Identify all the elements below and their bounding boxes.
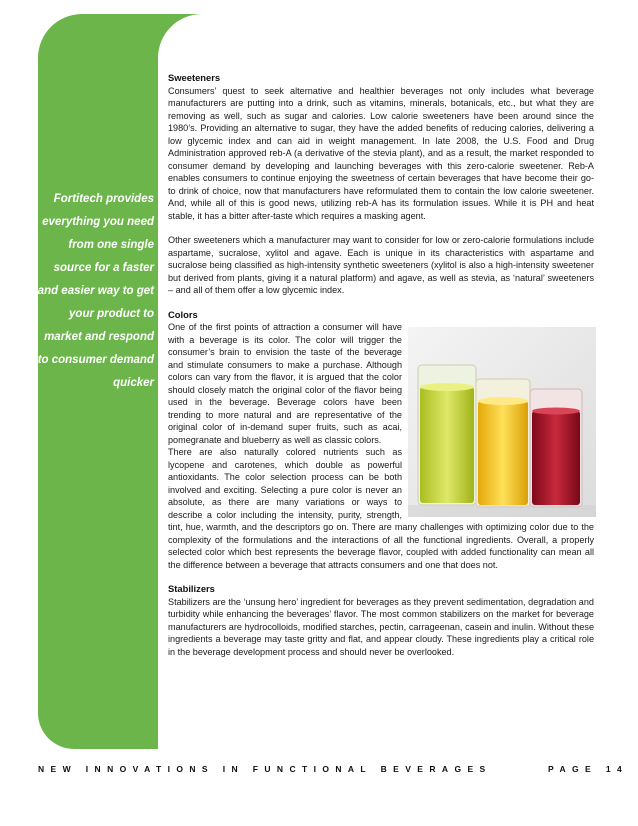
colors-paragraph-1: One of the first points of attraction a consumer will have with a beverage is its color. The color will trigger the consumer’s brain to envision the taste of the beverage and stimulate consumers to make a purchase. Although colors can vary from the flavor, it is argued that the color should closely match the original color of the flavor being used in the beverage. Beverage colors have been trending to more natural and are representative of the original color of in-demand super fruits, such as acai, pomegranate and blueberry as well as classic colors. bbox=[168, 322, 402, 445]
article-body bbox=[168, 72, 594, 658]
stabilizers-paragraph: Stabilizers are the ‘unsung hero’ ingredient for beverages as they prevent sedimentation, degradation and turbidity while enhancing the beverages’ flavor. The most common stabilizers on the market for beverage manufacturers are hydrocolloids, modified starches, pectin, carrageenan, casein and inulin. Without these ingredients a beverage may taste gritty and flat, and appear cloudy. These ingredients play a critical role in the beverage development process and should never be overlooked. bbox=[168, 596, 594, 657]
footer-page-number: PAGE 14 bbox=[548, 764, 629, 774]
beverage-glasses-image bbox=[408, 327, 596, 517]
glasses-illustration bbox=[408, 327, 596, 517]
footer-publication-title: NEW INNOVATIONS IN FUNCTIONAL BEVERAGES bbox=[38, 764, 492, 774]
stabilizers-heading: Stabilizers bbox=[168, 583, 215, 594]
colors-paragraph-2: There are also naturally colored nutrients such as lycopene and carotenes, which double as powerful antioxidants. The color selection process can be both involved and exciting. Selecting a pure color is never an absolute, as there are many variations or ways to describe a color including the intensity, purity, strength, tint, hue, warmth, and the descriptors go on. There are many challenges with optimizing color due to the complexity of the formulations and the interactions of all the functional ingredients. Overall, a properly selected color which best represents the beverage flavor, coupled with added functionality can mean all the difference between a beverage that attracts consumers and one that does not. bbox=[168, 447, 594, 570]
corner-mask bbox=[595, 14, 638, 74]
sweeteners-paragraph-2: Other sweeteners which a manufacturer may want to consider for low or zero-calorie formulations include aspartame, sucralose, xylitol and agave. Each is unique in its characteristics with aspartame and sucralose being classified as high-intensity synthetic sweeteners (xylitol is also a high-intensity sweetener but derived from plants, giving it a natural platform) and agave, as well as stevia, as ‘natural’ sweeteners – and all of them offer a low glycemic index. bbox=[168, 235, 594, 295]
pull-quote: Fortitech provides everything you need from one single source for a faster and easier way to get your product to market and respond to consumer demand quicker bbox=[37, 193, 154, 389]
colors-heading: Colors bbox=[168, 308, 198, 320]
sweeteners-paragraph-1: Consumers’ quest to seek alternative and healthier beverages not only includes what beverage manufacturers are putting into a drink, such as vitamins, minerals, botanicals, etc., but what they are removing as well, such as sugar and calories. Low calorie sweeteners have been around since the 1980’s. Providing an alternative to sugar, they have the added benefits of reducing calories, delivering a low glycemic index and can aid in weight management. In late 2008, the U.S. Food and Drug Administration approved reb-A (a derivative of the stevia plant), and as a result, the market responded to consumer demand by developing and launching beverages with this zero-calorie sweetener. Reb-A enables consumers to continue enjoying the sweetness of certain beverages that have become their go-to drink of choice, now that manufacturers have reformulated them to contain the low calorie sweetener. And, while all of this is good news, utilizing reb-A has its formulation issues. While it is PH and heat stable, it has a bitter after-taste which requires a masking agent. bbox=[168, 85, 594, 221]
sweeteners-heading: Sweeteners bbox=[168, 72, 221, 83]
